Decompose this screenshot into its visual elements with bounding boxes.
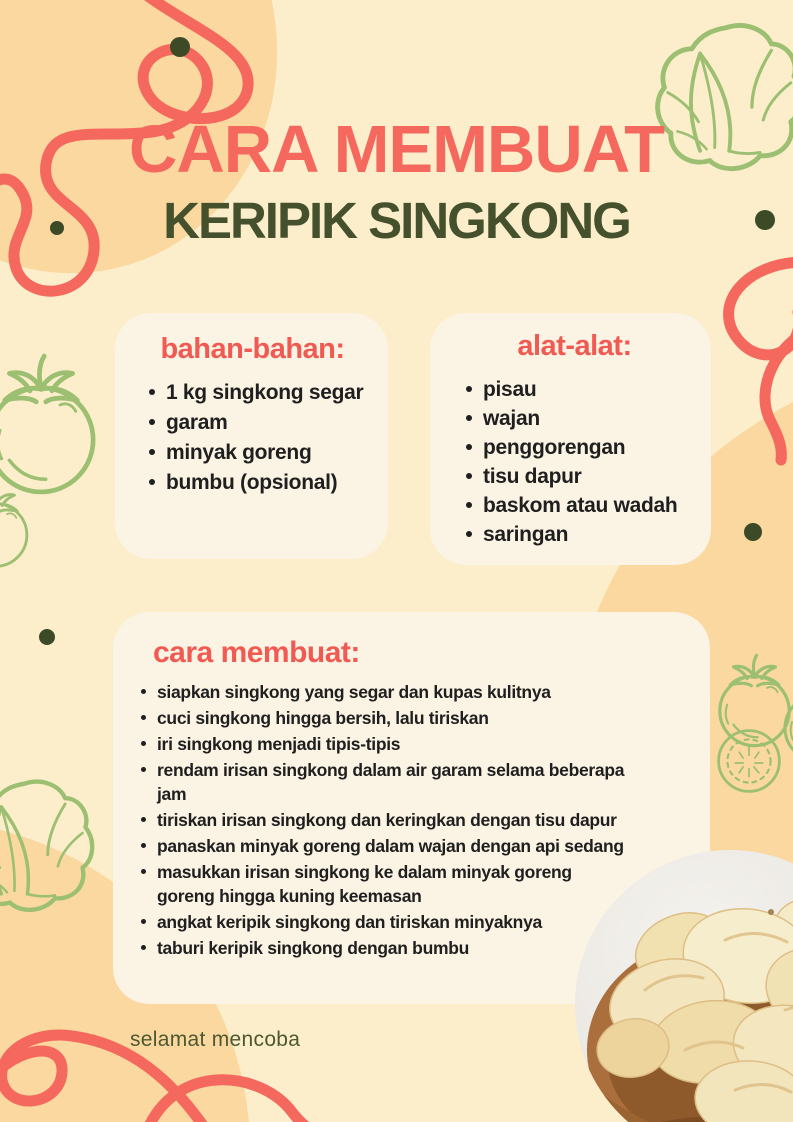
list-item: iri singkong menjadi tipis-tipis	[141, 732, 631, 756]
steps-heading: cara membuat:	[153, 636, 360, 669]
list-item: bumbu (opsional)	[149, 468, 370, 498]
list-item: siapkan singkong yang segar dan kupas kulitnya	[141, 680, 631, 704]
tools-card	[430, 313, 711, 565]
poster-subtitle: KERIPIK SINGKONG	[163, 192, 630, 249]
steps-list	[141, 680, 680, 960]
poster-title: CARA MEMBUAT	[128, 112, 665, 187]
list-item: wajan	[466, 404, 697, 433]
list-item: baskom atau wadah	[466, 491, 697, 520]
list-item: penggorengan	[466, 433, 697, 462]
footer-text: selamat mencoba	[130, 1028, 301, 1051]
list-item: masukkan irisan singkong ke dalam minyak goreng goreng hingga kuning keemasan	[141, 860, 631, 908]
list-item: rendam irisan singkong dalam air garam selama beberapa jam	[141, 758, 631, 806]
tools-list	[466, 375, 697, 549]
list-item: panaskan minyak goreng dalam wajan dengan api sedang	[141, 834, 631, 858]
ingredients-card	[115, 313, 388, 559]
tomato-illustration-left	[0, 356, 93, 492]
list-item: angkat keripik singkong dan tiriskan minyaknya	[141, 910, 631, 934]
ingredients-heading: bahan-bahan:	[160, 333, 345, 365]
list-item: taburi keripik singkong dengan bumbu	[141, 936, 631, 960]
list-item: tisu dapur	[466, 462, 697, 491]
list-item: saringan	[466, 520, 697, 549]
list-item: minyak goreng	[149, 438, 370, 468]
list-item: pisau	[466, 375, 697, 404]
tomato-illustration-left-partial	[0, 485, 27, 567]
list-item: garam	[149, 408, 370, 438]
list-item: cuci singkong hingga bersih, lalu tiriskan	[141, 706, 631, 730]
list-item: 1 kg singkong segar	[149, 378, 370, 408]
list-item: tiriskan irisan singkong dan keringkan dengan tisu dapur	[141, 808, 631, 832]
ingredients-list	[149, 378, 370, 498]
tools-heading: alat-alat:	[517, 330, 632, 362]
